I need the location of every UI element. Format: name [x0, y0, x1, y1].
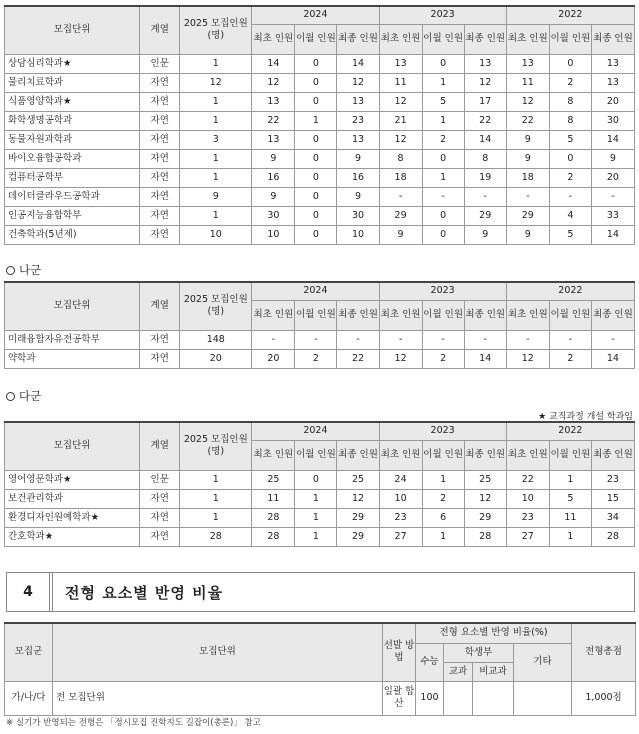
cell-carry: 0 — [422, 225, 464, 244]
cell-first: 9 — [379, 225, 422, 244]
header-first: 최초 인원 — [506, 300, 549, 330]
admission-table-ga — [4, 5, 635, 245]
cell-quota: 1 — [180, 470, 252, 489]
cell-first: 25 — [252, 470, 295, 489]
cell-final: 13 — [591, 54, 634, 73]
header-quota-2025: 2025 모집인원 (명) — [180, 282, 252, 330]
cell-final: 14 — [337, 54, 379, 73]
cell-carry: 1 — [422, 111, 464, 130]
header-quota-2025: 2025 모집인원 (명) — [180, 6, 252, 54]
cell-unit-name: 식품영양학과★ — [5, 92, 140, 111]
header-field: 계열 — [140, 6, 180, 54]
cell-final: 20 — [591, 92, 634, 111]
cell-first: 12 — [506, 349, 549, 368]
cell-carry: - — [422, 330, 464, 349]
cell-carry: 1 — [295, 527, 337, 546]
header-year-2024: 2024 — [252, 282, 379, 300]
admission-table-na — [4, 281, 635, 369]
cell-carry: 1 — [422, 527, 464, 546]
table-row — [5, 225, 635, 244]
ratio-table — [4, 622, 636, 716]
table-row — [5, 92, 635, 111]
cell-first: 10 — [506, 489, 549, 508]
legend-note: ★ 교직과정 개설 학과임 — [538, 412, 633, 422]
cell-first: 11 — [252, 489, 295, 508]
header-field: 계열 — [140, 422, 180, 470]
cell-final: 9 — [464, 225, 506, 244]
cell-final: 29 — [337, 508, 379, 527]
table-row — [5, 73, 635, 92]
cell-first: 13 — [379, 54, 422, 73]
header-field: 계열 — [140, 282, 180, 330]
cell-field: 인문 — [140, 470, 180, 489]
header-nonsubject: 비교과 — [473, 662, 514, 681]
cell-final: 33 — [591, 206, 634, 225]
cell-carry: 0 — [295, 54, 337, 73]
cell-field: 자연 — [140, 92, 180, 111]
cell-quota: 1 — [180, 149, 252, 168]
cell-quota: 28 — [180, 527, 252, 546]
circle-icon — [6, 392, 15, 401]
header-first: 최초 인원 — [506, 440, 549, 470]
cell-quota: 1 — [180, 206, 252, 225]
cell-first: 28 — [252, 508, 295, 527]
table-row — [5, 111, 635, 130]
table-row — [5, 149, 635, 168]
table-row — [5, 527, 635, 546]
cell-first: 9 — [252, 149, 295, 168]
cell-final: 14 — [591, 130, 634, 149]
cell-quota: 1 — [180, 489, 252, 508]
header-school: 학생부 — [444, 643, 514, 662]
cell-field: 자연 — [140, 527, 180, 546]
cell-final: 16 — [337, 168, 379, 187]
cell-quota: 20 — [180, 349, 252, 368]
table-row — [5, 206, 635, 225]
cell-total: 1,000점 — [572, 681, 636, 715]
cell-final: 23 — [337, 111, 379, 130]
cell-first: 22 — [506, 111, 549, 130]
cell-carry: 1 — [295, 508, 337, 527]
header-carry: 이월 인원 — [422, 24, 464, 54]
cell-unit-name: 데이터클라우드공학과 — [5, 187, 140, 206]
cell-carry: 0 — [295, 225, 337, 244]
header-method: 선발 방법 — [383, 623, 416, 681]
cell-first: 10 — [379, 489, 422, 508]
cell-final: 13 — [337, 92, 379, 111]
header-final: 최종 인원 — [464, 440, 506, 470]
cell-first: 18 — [379, 168, 422, 187]
cell-unit-name: 상담심리학과★ — [5, 54, 140, 73]
cell-first: - — [506, 187, 549, 206]
header-final: 최종 인원 — [591, 440, 634, 470]
cell-final: - — [591, 187, 634, 206]
cell-carry: 8 — [549, 111, 591, 130]
table-row — [5, 187, 635, 206]
cell-final: 34 — [591, 508, 634, 527]
header-suneung: 수능 — [416, 643, 444, 681]
cell-carry: 2 — [549, 349, 591, 368]
header-unit: 모집단위 — [5, 6, 140, 54]
cell-final: - — [337, 330, 379, 349]
cell-carry: 0 — [295, 206, 337, 225]
cell-first: 9 — [506, 149, 549, 168]
cell-first: 24 — [379, 470, 422, 489]
cell-carry: - — [549, 187, 591, 206]
cell-first: 13 — [252, 130, 295, 149]
table-row — [5, 489, 635, 508]
cell-first: 12 — [379, 349, 422, 368]
cell-method: 일괄 합산 — [383, 681, 416, 715]
cell-carry: 0 — [295, 130, 337, 149]
cell-final: 13 — [464, 54, 506, 73]
cell-carry: 2 — [422, 489, 464, 508]
table-row — [5, 168, 635, 187]
cell-unit-name: 화학생명공학과 — [5, 111, 140, 130]
cell-carry: 5 — [422, 92, 464, 111]
cell-carry: 2 — [549, 168, 591, 187]
header-final: 최종 인원 — [337, 24, 379, 54]
cell-carry: 0 — [295, 73, 337, 92]
admission-table-da — [4, 421, 635, 547]
cell-nonsubject — [473, 681, 514, 715]
cell-first: 22 — [252, 111, 295, 130]
cell-carry: 0 — [422, 206, 464, 225]
cell-unit-name: 건축학과(5년제) — [5, 225, 140, 244]
cell-field: 자연 — [140, 187, 180, 206]
cell-carry: 0 — [549, 54, 591, 73]
header-year-2022: 2022 — [506, 6, 634, 24]
cell-first: 12 — [379, 130, 422, 149]
header-first: 최초 인원 — [506, 24, 549, 54]
cell-final: 17 — [464, 92, 506, 111]
header-unit: 모집단위 — [53, 623, 383, 681]
section-4-header — [6, 572, 635, 612]
cell-field: 인문 — [140, 54, 180, 73]
cell-carry: 0 — [422, 54, 464, 73]
cell-first: 20 — [252, 349, 295, 368]
cell-field: 자연 — [140, 206, 180, 225]
cell-carry: 11 — [549, 508, 591, 527]
cell-final: 13 — [337, 130, 379, 149]
cell-carry: 1 — [295, 489, 337, 508]
cell-quota: 10 — [180, 225, 252, 244]
cell-final: 20 — [591, 168, 634, 187]
cell-subject — [444, 681, 473, 715]
header-carry: 이월 인원 — [422, 300, 464, 330]
table-row — [5, 508, 635, 527]
header-first: 최초 인원 — [252, 300, 295, 330]
section-na-title: 나군 — [6, 262, 41, 278]
cell-field: 자연 — [140, 508, 180, 527]
header-final: 최종 인원 — [464, 24, 506, 54]
cell-field: 자연 — [140, 130, 180, 149]
cell-final: 12 — [464, 489, 506, 508]
cell-final: 30 — [337, 206, 379, 225]
circle-icon — [6, 266, 15, 275]
cell-first: - — [379, 187, 422, 206]
cell-first: 11 — [506, 73, 549, 92]
header-carry: 이월 인원 — [295, 300, 337, 330]
cell-carry: 2 — [549, 73, 591, 92]
cell-final: 12 — [337, 73, 379, 92]
cell-field: 자연 — [140, 349, 180, 368]
cell-first: 16 — [252, 168, 295, 187]
cell-final: 14 — [464, 130, 506, 149]
cell-carry: 4 — [549, 206, 591, 225]
cell-carry: - — [422, 187, 464, 206]
cell-quota: 1 — [180, 92, 252, 111]
cell-final: 22 — [337, 349, 379, 368]
cell-unit: 전 모집단위 — [53, 681, 383, 715]
cell-unit-name: 환경디자인원예학과★ — [5, 508, 140, 527]
cell-first: 21 — [379, 111, 422, 130]
cell-final: 25 — [464, 470, 506, 489]
cell-field: 자연 — [140, 489, 180, 508]
header-year-2023: 2023 — [379, 6, 506, 24]
cell-final: - — [591, 330, 634, 349]
header-carry: 이월 인원 — [549, 300, 591, 330]
cell-first: - — [252, 330, 295, 349]
cell-final: 8 — [464, 149, 506, 168]
table-row — [5, 130, 635, 149]
cell-carry: 2 — [422, 349, 464, 368]
header-total: 전형총점 — [572, 623, 636, 681]
table-row — [5, 54, 635, 73]
cell-quota: 1 — [180, 54, 252, 73]
cell-first: 11 — [379, 73, 422, 92]
cell-carry: - — [295, 330, 337, 349]
cell-carry: 1 — [295, 111, 337, 130]
section-number: 4 — [7, 573, 53, 611]
cell-final: 22 — [464, 111, 506, 130]
cell-final: 13 — [591, 73, 634, 92]
cell-first: 30 — [252, 206, 295, 225]
cell-carry: 1 — [422, 470, 464, 489]
header-first: 최초 인원 — [379, 300, 422, 330]
header-first: 최초 인원 — [379, 440, 422, 470]
cell-carry: 8 — [549, 92, 591, 111]
cell-final: 28 — [464, 527, 506, 546]
table-row — [5, 330, 635, 349]
header-carry: 이월 인원 — [295, 440, 337, 470]
header-first: 최초 인원 — [379, 24, 422, 54]
cell-quota: 1 — [180, 168, 252, 187]
cell-quota: 1 — [180, 111, 252, 130]
cell-unit-name: 컴퓨터공학부 — [5, 168, 140, 187]
cell-carry: 5 — [549, 130, 591, 149]
header-subject: 교과 — [444, 662, 473, 681]
cell-first: 12 — [379, 92, 422, 111]
cell-first: 9 — [506, 225, 549, 244]
section-da-title: 다군 — [6, 388, 41, 404]
cell-carry: 1 — [549, 527, 591, 546]
cell-final: 23 — [591, 470, 634, 489]
footnote: ※ 실기가 반영되는 전형은 「정시모집 진학지도 길잡이(총론)」 참고 — [6, 718, 261, 728]
cell-unit-name: 동물자원과학과 — [5, 130, 140, 149]
cell-carry: 6 — [422, 508, 464, 527]
header-year-2023: 2023 — [379, 422, 506, 440]
cell-unit-name: 보건관리학과 — [5, 489, 140, 508]
cell-unit-name: 약학과 — [5, 349, 140, 368]
cell-etc — [514, 681, 572, 715]
cell-first: 29 — [379, 206, 422, 225]
cell-first: 27 — [506, 527, 549, 546]
cell-field: 자연 — [140, 73, 180, 92]
header-year-2022: 2022 — [506, 422, 634, 440]
cell-final: 29 — [464, 508, 506, 527]
cell-quota: 9 — [180, 187, 252, 206]
cell-first: 10 — [252, 225, 295, 244]
cell-final: 12 — [464, 73, 506, 92]
cell-first: 12 — [506, 92, 549, 111]
cell-first: - — [379, 330, 422, 349]
cell-first: 9 — [252, 187, 295, 206]
header-carry: 이월 인원 — [549, 440, 591, 470]
cell-unit-name: 바이오융합공학과 — [5, 149, 140, 168]
cell-first: - — [506, 330, 549, 349]
cell-carry: 0 — [295, 168, 337, 187]
cell-final: 15 — [591, 489, 634, 508]
cell-carry: 2 — [422, 130, 464, 149]
cell-final: 14 — [591, 349, 634, 368]
header-group: 모집군 — [5, 623, 53, 681]
cell-carry: 0 — [295, 149, 337, 168]
cell-first: 23 — [506, 508, 549, 527]
header-carry: 이월 인원 — [422, 440, 464, 470]
cell-group: 가/나/다 — [5, 681, 53, 715]
cell-first: 14 — [252, 54, 295, 73]
section-title: 전형 요소별 반영 비율 — [65, 583, 224, 602]
cell-first: 13 — [506, 54, 549, 73]
cell-quota: 12 — [180, 73, 252, 92]
header-year-2024: 2024 — [252, 422, 379, 440]
cell-unit-name: 인공지능융합학부 — [5, 206, 140, 225]
header-first: 최초 인원 — [252, 440, 295, 470]
header-etc: 기타 — [514, 643, 572, 681]
cell-final: - — [464, 330, 506, 349]
cell-final: 28 — [591, 527, 634, 546]
cell-carry: 0 — [295, 470, 337, 489]
cell-carry: 1 — [422, 73, 464, 92]
header-final: 최종 인원 — [464, 300, 506, 330]
cell-quota: 3 — [180, 130, 252, 149]
cell-unit-name: 간호학과★ — [5, 527, 140, 546]
cell-final: 14 — [591, 225, 634, 244]
cell-first: 12 — [252, 73, 295, 92]
header-final: 최종 인원 — [591, 300, 634, 330]
cell-first: 23 — [379, 508, 422, 527]
cell-first: 13 — [252, 92, 295, 111]
cell-first: 9 — [506, 130, 549, 149]
cell-final: - — [464, 187, 506, 206]
cell-first: 28 — [252, 527, 295, 546]
cell-first: 27 — [379, 527, 422, 546]
cell-first: 22 — [506, 470, 549, 489]
cell-suneung: 100 — [416, 681, 444, 715]
cell-unit-name: 영어영문학과★ — [5, 470, 140, 489]
header-carry: 이월 인원 — [549, 24, 591, 54]
cell-first: 8 — [379, 149, 422, 168]
cell-final: 9 — [337, 187, 379, 206]
header-final: 최종 인원 — [337, 300, 379, 330]
header-year-2024: 2024 — [252, 6, 379, 24]
cell-carry: 0 — [295, 92, 337, 111]
header-year-2023: 2023 — [379, 282, 506, 300]
cell-final: 14 — [464, 349, 506, 368]
cell-field: 자연 — [140, 225, 180, 244]
cell-final: 12 — [337, 489, 379, 508]
header-final: 최종 인원 — [337, 440, 379, 470]
header-year-2022: 2022 — [506, 282, 634, 300]
cell-field: 자연 — [140, 168, 180, 187]
cell-carry: 1 — [549, 470, 591, 489]
cell-first: 18 — [506, 168, 549, 187]
cell-field: 자연 — [140, 111, 180, 130]
cell-unit-name: 미래융합자유전공학부 — [5, 330, 140, 349]
cell-carry: 0 — [295, 187, 337, 206]
cell-carry: 5 — [549, 489, 591, 508]
cell-field: 자연 — [140, 330, 180, 349]
header-final: 최종 인원 — [591, 24, 634, 54]
header-ratio: 전형 요소별 반영 비율(%) — [416, 623, 572, 643]
table-row — [5, 349, 635, 368]
header-first: 최초 인원 — [252, 24, 295, 54]
cell-final: 25 — [337, 470, 379, 489]
header-carry: 이월 인원 — [295, 24, 337, 54]
header-quota-2025: 2025 모집인원 (명) — [180, 422, 252, 470]
header-unit: 모집단위 — [5, 422, 140, 470]
cell-quota: 148 — [180, 330, 252, 349]
cell-first: 29 — [506, 206, 549, 225]
cell-carry: 1 — [422, 168, 464, 187]
cell-unit-name: 물리치료학과 — [5, 73, 140, 92]
header-unit: 모집단위 — [5, 282, 140, 330]
cell-carry: 0 — [549, 149, 591, 168]
cell-final: 19 — [464, 168, 506, 187]
cell-field: 자연 — [140, 149, 180, 168]
cell-carry: - — [549, 330, 591, 349]
cell-final: 30 — [591, 111, 634, 130]
cell-final: 29 — [464, 206, 506, 225]
cell-quota: 1 — [180, 508, 252, 527]
cell-final: 9 — [591, 149, 634, 168]
cell-final: 10 — [337, 225, 379, 244]
cell-final: 29 — [337, 527, 379, 546]
cell-carry: 5 — [549, 225, 591, 244]
cell-carry: 2 — [295, 349, 337, 368]
table-row — [5, 470, 635, 489]
cell-carry: 0 — [422, 149, 464, 168]
cell-final: 9 — [337, 149, 379, 168]
